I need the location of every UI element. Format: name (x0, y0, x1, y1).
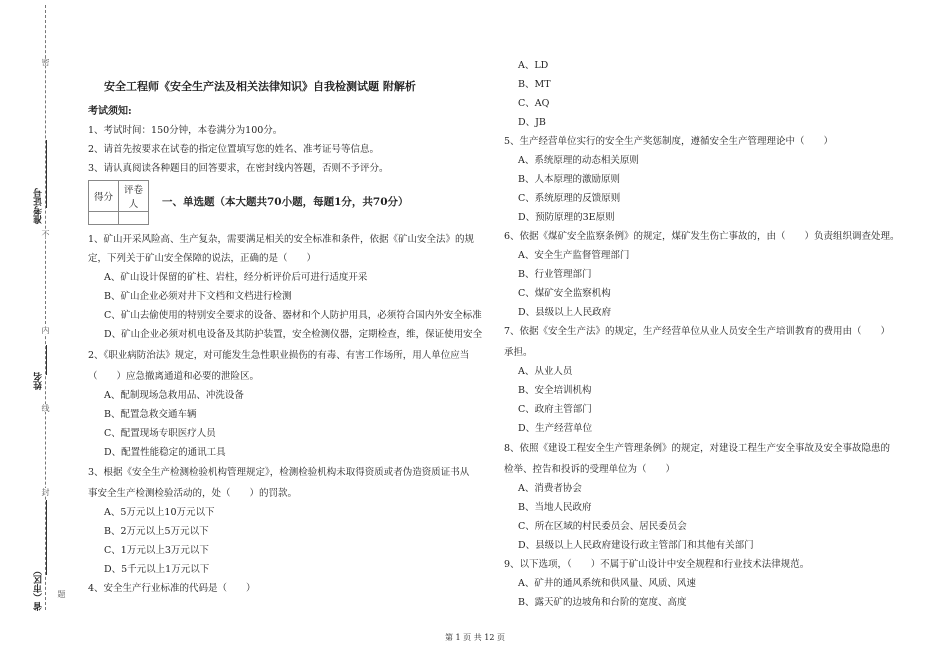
option-line: C、1万元以上3万元以下 (104, 545, 209, 556)
question-line: 4、安全生产行业标准的代码是（ ） (88, 583, 256, 594)
option-line: D、配置性能稳定的通讯工具 (104, 447, 226, 458)
question-line: 检举、控告和投诉的受理单位为（ ） (504, 464, 676, 475)
option-line: B、安全培训机构 (518, 385, 592, 396)
option-line: D、5千元以上1万元以下 (104, 564, 210, 575)
notes-heading: 考试须知: (88, 106, 132, 117)
page-title: 安全工程师《安全生产法及相关法律知识》自我检测试题 附解析 (104, 80, 416, 93)
option-line: A、矿井的通风系统和供风量、风质、风速 (518, 578, 696, 589)
option-line: D、县级以上人民政府 (518, 307, 612, 318)
question-line: 3、根据《安全生产检测检验机构管理规定》，检测检验机构未取得资质或者伪造资质证书从 (88, 467, 470, 478)
option-line: B、当地人民政府 (518, 502, 592, 513)
option-line: D、预防原理的3E原则 (518, 212, 615, 223)
margin-mark-bu: 不 (41, 230, 50, 238)
question-line: 事安全生产检测检验活动的，处（ ）的罚款。 (88, 488, 298, 499)
question-line: 7、依据《安全生产法》的规定，生产经营单位从业人员安全生产培训教育的费用由（ ） (504, 326, 891, 337)
option-line: A、LD (518, 60, 549, 71)
option-line: B、MT (518, 79, 551, 90)
margin-mark-feng: 封 (41, 488, 50, 496)
exam-number-underline (46, 140, 47, 208)
question-line: 9、以下选项，（ ）不属于矿山设计中安全规程和行业技术法律规范。 (504, 559, 810, 570)
question-line: 5、生产经营单位实行的安全生产奖惩制度，遵循安全生产管理理论中（ ） (504, 136, 834, 147)
option-line: C、所在区域的村民委员会、居民委员会 (518, 521, 687, 532)
option-line: D、矿山企业必须对机电设备及其防护装置，安全检测仪器，定期检查，维，保证使用安全 (104, 329, 483, 340)
notes-item: 2、请首先按要求在试卷的指定位置填写您的姓名、准考证号等信息。 (88, 144, 380, 155)
option-line: A、消费者协会 (518, 483, 582, 494)
option-line: B、配置急救交通车辆 (104, 409, 197, 420)
name-underline (46, 345, 47, 375)
option-line: A、系统原理的动态相关原则 (518, 155, 639, 166)
question-line: 2、《职业病防治法》规定，对可能发生急性职业损伤的有毒、有害工作场所，用人单位应当 (88, 350, 470, 361)
option-line: D、县级以上人民政府建设行政主管部门和其他有关部门 (518, 540, 754, 551)
option-line: D、生产经营单位 (518, 423, 593, 434)
section-heading: 一、单选题（本大题共70小题，每题1分，共70分） (162, 196, 409, 208)
option-line: A、从业人员 (518, 366, 573, 377)
page-footer: 第 1 页 共 12 页 (445, 633, 505, 642)
option-line: C、配置现场专职医疗人员 (104, 428, 216, 439)
option-line: B、人本原理的激励原则 (518, 174, 620, 185)
option-line: A、矿山设计保留的矿柱、岩柱，经分析评价后可进行适度开采 (104, 272, 368, 283)
question-line: 6、依据《煤矿安全监察条例》的规定，煤矿发生伤亡事故的，由（ ）负责组织调查处理。 (504, 231, 900, 242)
option-line: C、AQ (518, 98, 550, 109)
score-cell[interactable] (89, 212, 119, 225)
question-line: 定，下列关于矿山安全保障的说法，正确的是（ ） (88, 253, 317, 264)
exam-number-label: 准考证号 (34, 188, 44, 224)
margin-mark-nei: 内 (41, 326, 50, 334)
name-label: 姓名 (34, 372, 44, 390)
margin-mark-ti: 题 (57, 590, 66, 598)
score-table (88, 180, 149, 225)
option-line: A、配制现场急救用品、冲洗设备 (104, 390, 244, 401)
option-line: D、JB (518, 117, 546, 128)
option-line: B、行业管理部门 (518, 269, 592, 280)
question-line: 8、依照《建设工程安全生产管理条例》的规定，对建设工程生产安全事故及安全事故隐患的 (504, 443, 891, 454)
option-line: A、安全生产监督管理部门 (518, 250, 630, 261)
grader-cell[interactable] (119, 212, 149, 225)
question-line: 承担。 (504, 347, 533, 358)
notes-item: 3、请认真阅读各种题目的回答要求，在密封线内答题，否则不予评分。 (88, 163, 389, 174)
margin-mark-xian: 线 (41, 404, 50, 412)
grader-label: 评卷人 (119, 181, 149, 212)
margin-mark-mi: 密 (41, 58, 50, 66)
question-line: （ ）应急撤离通道和必要的泄险区。 (88, 371, 260, 382)
score-label: 得分 (89, 181, 119, 212)
option-line: C、政府主管部门 (518, 404, 592, 415)
option-line: B、2万元以上5万元以下 (104, 526, 209, 537)
option-line: B、矿山企业必须对井下文档和文档进行检测 (104, 291, 292, 302)
notes-item: 1、考试时间：150分钟，本卷满分为100分。 (88, 125, 283, 136)
option-line: C、矿山去偷使用的特别安全要求的设备、器材和个人防护用具，必须符合国内外安全标准 (104, 310, 482, 321)
question-line: 1、矿山开采风险高、生产复杂，需要满足相关的安全标准和条件，依据《矿山安全法》的规 (88, 234, 475, 245)
option-line: C、煤矿安全监察机构 (518, 288, 611, 299)
option-line: B、露天矿的边坡角和台阶的宽度、高度 (518, 597, 687, 608)
option-line: C、系统原理的反馈原则 (518, 193, 621, 204)
region-underline (46, 500, 47, 575)
option-line: A、5万元以上10万元以下 (104, 507, 215, 518)
region-label: 省（市区） (34, 566, 44, 611)
